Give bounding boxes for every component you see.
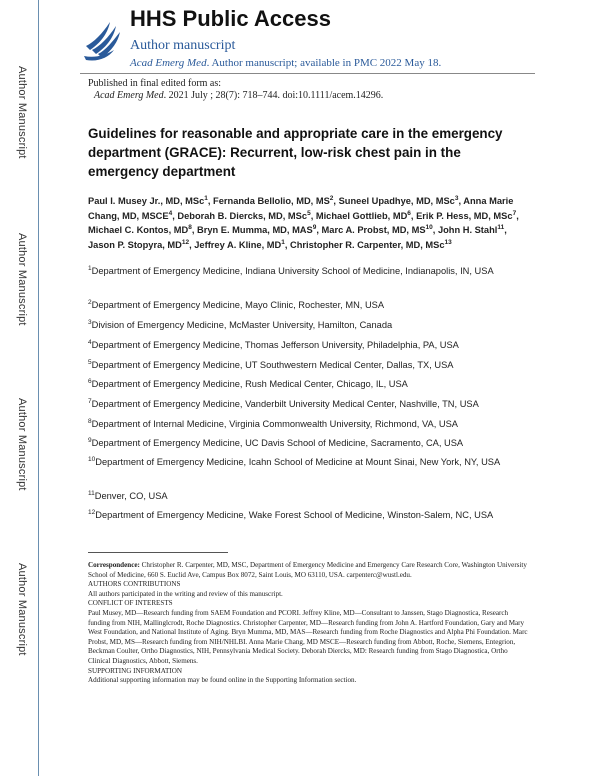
affiliation-text: Department of Emergency Medicine, Rush Medical Center, Chicago, IL, USA: [91, 379, 408, 389]
affiliation: [88, 298, 518, 313]
author: John H. Stahl: [437, 225, 498, 236]
citation-journal: Acad Emerg Med: [94, 90, 164, 101]
author-manuscript-subtitle: Author manuscript: [130, 38, 236, 53]
author-affiliation-ref: 9: [312, 224, 317, 232]
affiliation-text: Department of Emergency Medicine, Mayo Clinic, Rochester, MN, USA: [91, 300, 385, 310]
citation-details: . 2021 July ; 28(7): 718–744. doi:10.1111/acem.14296.: [163, 90, 384, 101]
affiliation-text: Department of Emergency Medicine, UT Southwestern Medical Center, Dallas, TX, USA: [91, 360, 454, 370]
contributions-heading: AUTHORS CONTRIBUTIONS: [88, 580, 181, 589]
author: Fernanda Bellolio, MD, MS: [213, 196, 330, 206]
author: Erik P. Hess, MD, MSc: [416, 210, 513, 221]
author-affiliation-ref: 12: [181, 238, 190, 246]
author: Michael C. Kontos, MD: [88, 225, 189, 236]
affiliation-number: 4: [88, 338, 92, 346]
author: Suneel Upadhye, MD, MSc: [338, 196, 455, 206]
correspondence-label: Correspondence:: [88, 561, 140, 569]
author-affiliation-ref: 7: [512, 209, 517, 217]
affiliation-text: Division of Emergency Medicine, McMaster University, Hamilton, Canada: [91, 320, 393, 330]
availability-text: . Author manuscript; available in PMC 2022 May 18.: [206, 57, 442, 69]
conflict-text: Paul Musey, MD—Research funding from SAEM Foundation and PCORI. Jeffrey Kline, MD—Consultant to Janssen, Stago Diagnostica, Research funding from NIH, Mallinglcrodt, Roche Diagnostics. Christopher Carpenter, MD—Research funding from John A. Hartford Foundation, Gary and Mary West Foundation, and National Institute of Aging. Bryn Mumma, MD, MAS—Research funding from Roche Diagnostics and Alpha Phi Foundation. Marc Probst, MD, MS—Research funding from NIH/NHLBI. Anna Marie Chang, MD MSCE—Research funding from Abbott, Roche, Siemens, Entegrion, Beckman Coulter, Ortho Diagnostics, NIH, Pennsylvania Medical Society. Deborah Diercks, MD: Research funding from Stago Diagnostica, Ortho Clinical Diagnostics, Abbott, Siemens.: [88, 608, 528, 665]
author-affiliation-ref: 8: [188, 224, 192, 232]
author: Deborah B. Diercks, MD, MSc: [177, 210, 308, 221]
affiliation: [88, 338, 518, 353]
hhs-eagle-logo: [80, 12, 124, 64]
affiliation-text: Department of Emergency Medicine, Vanderbilt University Medical Center, Nashville, TN, USA: [91, 399, 479, 409]
author: Marc A. Probst, MD, MS: [321, 225, 426, 236]
affiliation: [88, 358, 518, 373]
author-list: Paul I. Musey Jr., MD, MSc$^1$, Fernanda Bellolio, MD, $MS^2$, Suneel Upadhye, MD, MSc$^3$, Anna Marie Chang, MD, MSCE$^4$, Deborah B. Diercks, MD, MSc$^5$, Michael Gottlieb, $MD^6$, Erik P. Hess, MD, MSc$^7$, Michael C. Kontos, $MD^8$, Bryn E. Mumma, MD, MAS$^9$, Marc A. Probst, MD, MS$^{10}$, John H. Stahl$^{11}$, Jason P. Stopyra, MD$^{12}$, Jeffrey A. Kline, $MD^1$, Christopher R. Carpenter, MD, MSc$^{13}$: [88, 194, 519, 250]
affiliation-text: Department of Emergency Medicine, Indiana University School of Medicine, Indianapolis, IN, USA: [91, 266, 494, 276]
affiliation-number: 11: [88, 489, 95, 497]
side-label: Author Manuscript: [16, 66, 28, 159]
author-affiliation-ref: 13: [444, 238, 452, 246]
affiliation-number: 7: [88, 397, 92, 405]
journal-availability: [130, 57, 441, 69]
published-label: Published in final edited form as:: [88, 78, 222, 89]
contributions-text: All authors participated in the writing and review of this manuscript.: [88, 589, 283, 598]
author-affiliation-ref: 1: [281, 238, 285, 246]
author: Bryn E. Mumma, MD, MAS: [197, 225, 313, 236]
citation: [94, 90, 383, 101]
affiliation: [88, 455, 518, 470]
affiliation-text: Department of Emergency Medicine, Icahn School of Medicine at Mount Sinai, New York, NY, USA: [95, 457, 501, 467]
article-title: Guidelines for reasonable and appropriate care in the emergency department (GRACE): Recurrent, low-risk chest pain in the emergency department: [88, 126, 503, 179]
author-affiliation-ref: 5: [307, 209, 311, 217]
affiliation-number: 8: [88, 417, 92, 425]
affiliation-text: Department of Emergency Medicine, Wake Forest School of Medicine, Winston-Salem, NC, USA: [95, 510, 494, 520]
affiliation: [88, 436, 518, 451]
affiliation: [88, 417, 518, 432]
author-affiliation-ref: 6: [407, 209, 411, 217]
author-affiliation-ref: 1: [204, 194, 208, 202]
author: Anna Marie Chang, MD, MSCE: [88, 196, 514, 221]
affiliation-text: Department of Emergency Medicine, UC Davis School of Medicine, Sacramento, CA, USA: [91, 438, 464, 448]
author: Jason P. Stopyra, MD: [88, 239, 182, 250]
affiliation-number: 1: [88, 264, 92, 272]
side-margin: [0, 0, 39, 776]
side-label: Author Manuscript: [16, 233, 28, 326]
affiliation: [88, 508, 518, 523]
footnote-divider: [88, 552, 228, 553]
affiliation-number: 2: [88, 298, 92, 306]
footnotes: [88, 561, 528, 686]
journal-abbr: Acad Emerg Med: [130, 57, 207, 69]
affiliation-text: Denver, CO, USA: [94, 491, 168, 501]
author: Michael Gottlieb, MD: [315, 210, 408, 221]
side-label: Author Manuscript: [16, 563, 28, 656]
author: Jeffrey A. Kline, MD: [194, 239, 282, 250]
affiliation-text: Department of Internal Medicine, Virginia Commonwealth University, Richmond, VA, USA: [91, 419, 458, 429]
affiliation: [88, 377, 518, 392]
author-affiliation-ref: 4: [168, 209, 173, 217]
affiliation: [88, 489, 518, 504]
affiliation-text: Department of Emergency Medicine, Thomas Jefferson University, Philadelphia, PA, USA: [91, 340, 459, 350]
author: Christopher R. Carpenter, MD, MSc: [290, 239, 445, 250]
affiliation-number: 9: [88, 436, 92, 444]
supporting-text: Additional supporting information may be found online in the Supporting Information section.: [88, 676, 357, 685]
hhs-public-access-title: HHS Public Access: [130, 6, 331, 31]
author-affiliation-ref: 10: [425, 224, 433, 232]
side-label: Author Manuscript: [16, 398, 28, 491]
supporting-heading: SUPPORTING INFORMATION: [88, 666, 182, 675]
conflict-heading: CONFLICT OF INTERESTS: [88, 599, 173, 608]
author-affiliation-ref: 2: [329, 194, 334, 202]
header-divider: [80, 73, 535, 74]
affiliation: [88, 318, 518, 333]
affiliation-number: 12: [88, 508, 96, 516]
affiliation-number: 3: [88, 318, 92, 326]
author-affiliation-ref: 3: [454, 194, 459, 202]
correspondence: [88, 561, 528, 580]
affiliation-number: 6: [88, 377, 92, 385]
affiliation-number: 10: [88, 455, 96, 463]
author: Paul I. Musey Jr., MD, MSc: [88, 196, 205, 206]
correspondence-text: Christopher R. Carpenter, MD, MSC, Department of Emergency Medicine and Emergency Care Research Core, Washington University School of Medicine, 660 S. Euclid Ave, Campus Box 8072, Saint Louis, MO 63110, USA. carpenterc@wustl.edu.: [88, 561, 527, 579]
author-affiliation-ref: 11: [497, 224, 505, 232]
affiliation: [88, 397, 518, 412]
affiliation: [88, 264, 518, 279]
affiliation-number: 5: [88, 358, 92, 366]
